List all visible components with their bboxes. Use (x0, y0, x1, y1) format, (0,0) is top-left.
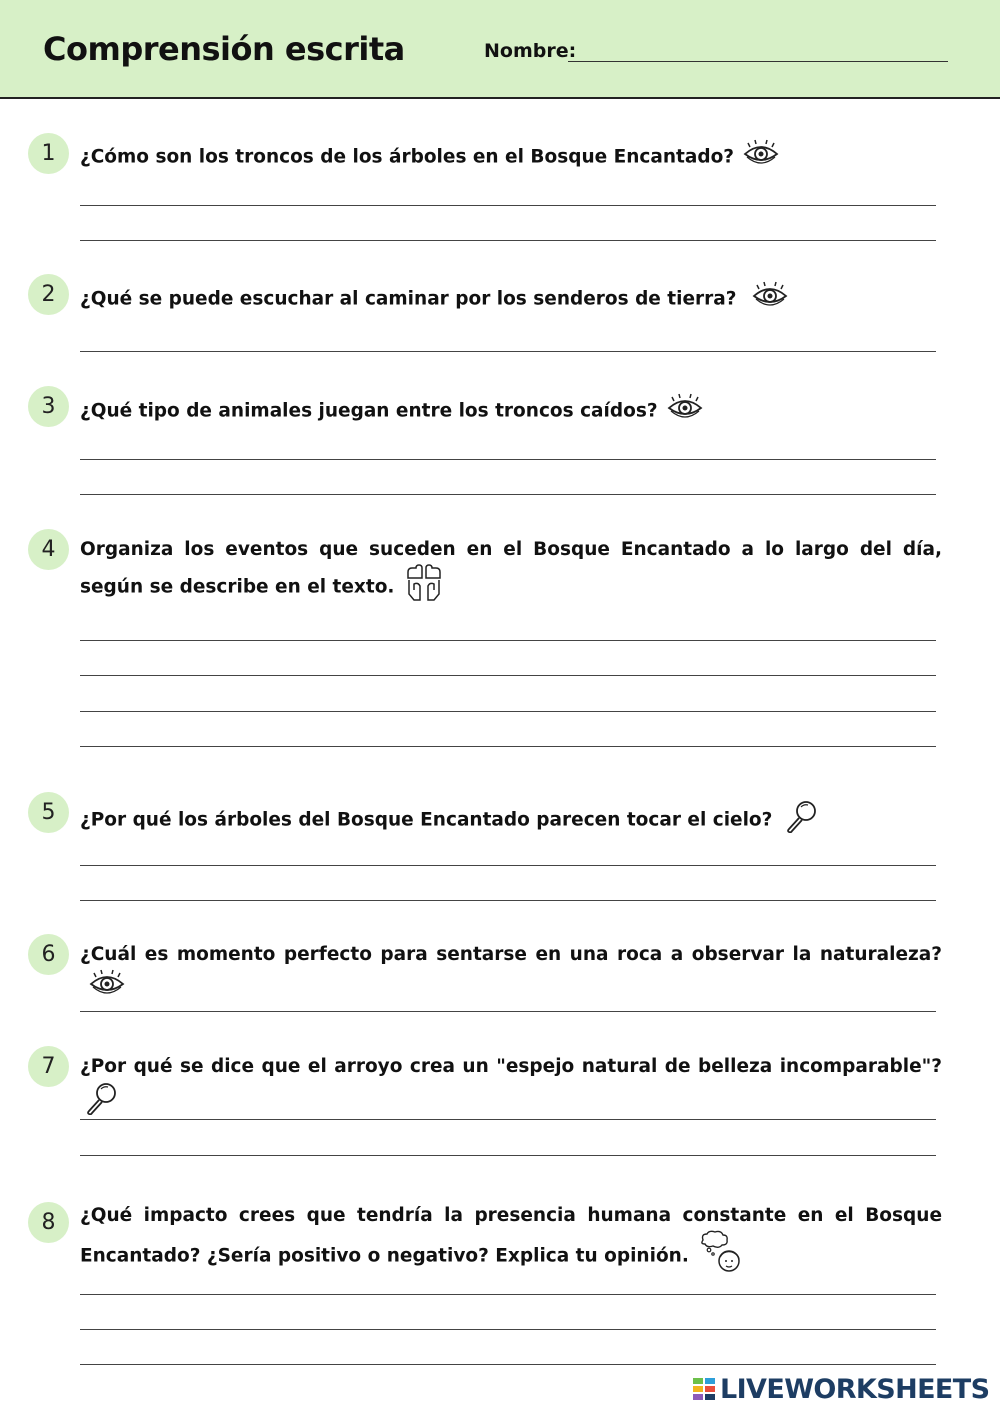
question-text: Organiza los eventos que suceden en el Bosque Encantado a lo largo del día, según se describe en el texto. (80, 539, 942, 598)
liveworksheets-logo-icon (692, 1377, 716, 1401)
question-6 (80, 941, 942, 1006)
question-text: ¿Por qué se dice que el arroyo crea un "espejo natural de belleza incomparable"? (80, 1056, 942, 1077)
question-number: 7 (28, 1046, 69, 1087)
answer-line[interactable] (80, 459, 936, 460)
question-4 (80, 536, 942, 611)
question-number: 4 (28, 529, 69, 570)
answer-line[interactable] (80, 494, 936, 495)
page-title: Comprensión escrita (43, 30, 405, 68)
eye-icon (88, 969, 126, 1006)
name-input-line[interactable] (568, 61, 948, 62)
question-text: ¿Cuál es momento perfecto para sentarse en una roca a observar la naturaleza? (80, 944, 942, 965)
answer-line[interactable] (80, 746, 936, 747)
puzzle-hands-icon (404, 564, 444, 611)
question-number: 5 (28, 792, 69, 833)
question-8 (80, 1202, 942, 1283)
question-number: 6 (28, 934, 69, 975)
answer-line[interactable] (80, 1329, 936, 1330)
brand-name: LIVEWORKSHEETS (720, 1373, 990, 1405)
answer-line[interactable] (80, 900, 936, 901)
thinking-person-icon (699, 1230, 743, 1283)
answer-line[interactable] (80, 1294, 936, 1295)
liveworksheets-brand (692, 1373, 989, 1405)
answer-line[interactable] (80, 640, 936, 641)
question-5 (80, 799, 942, 842)
answer-line[interactable] (80, 1119, 936, 1120)
answer-line[interactable] (80, 675, 936, 676)
question-text: ¿Qué tipo de animales juegan entre los troncos caídos? (80, 400, 658, 422)
answer-line[interactable] (80, 1011, 936, 1012)
question-number: 1 (28, 133, 69, 174)
question-text: ¿Cómo son los troncos de los árboles en el Bosque Encantado? (80, 146, 735, 168)
answer-line[interactable] (80, 711, 936, 712)
eye-icon (751, 281, 789, 318)
question-text: ¿Qué se puede escuchar al caminar por los senderos de tierra? (80, 288, 737, 310)
eye-icon (742, 139, 780, 176)
answer-line[interactable] (80, 205, 936, 206)
answer-line[interactable] (80, 865, 936, 866)
magnifier-icon (784, 799, 820, 842)
name-label: Nombre: (484, 40, 577, 62)
question-text: ¿Qué impacto crees que tendría la presencia humana constante en el Bosque Encantado? ¿Sería positivo o negativo? Explica tu opinión. (80, 1205, 942, 1267)
answer-line[interactable] (80, 1364, 936, 1365)
question-number: 2 (28, 274, 69, 315)
question-1 (80, 139, 942, 176)
question-3 (80, 393, 942, 430)
question-2 (80, 281, 942, 318)
answer-line[interactable] (80, 240, 936, 241)
magnifier-icon (84, 1081, 120, 1124)
question-number: 8 (28, 1202, 69, 1243)
question-7 (80, 1053, 942, 1124)
worksheet-header (0, 0, 1000, 99)
answer-line[interactable] (80, 1155, 936, 1156)
question-text: ¿Por qué los árboles del Bosque Encantado parecen tocar el cielo? (80, 809, 773, 831)
answer-line[interactable] (80, 351, 936, 352)
eye-icon (666, 393, 704, 430)
question-number: 3 (28, 386, 69, 427)
